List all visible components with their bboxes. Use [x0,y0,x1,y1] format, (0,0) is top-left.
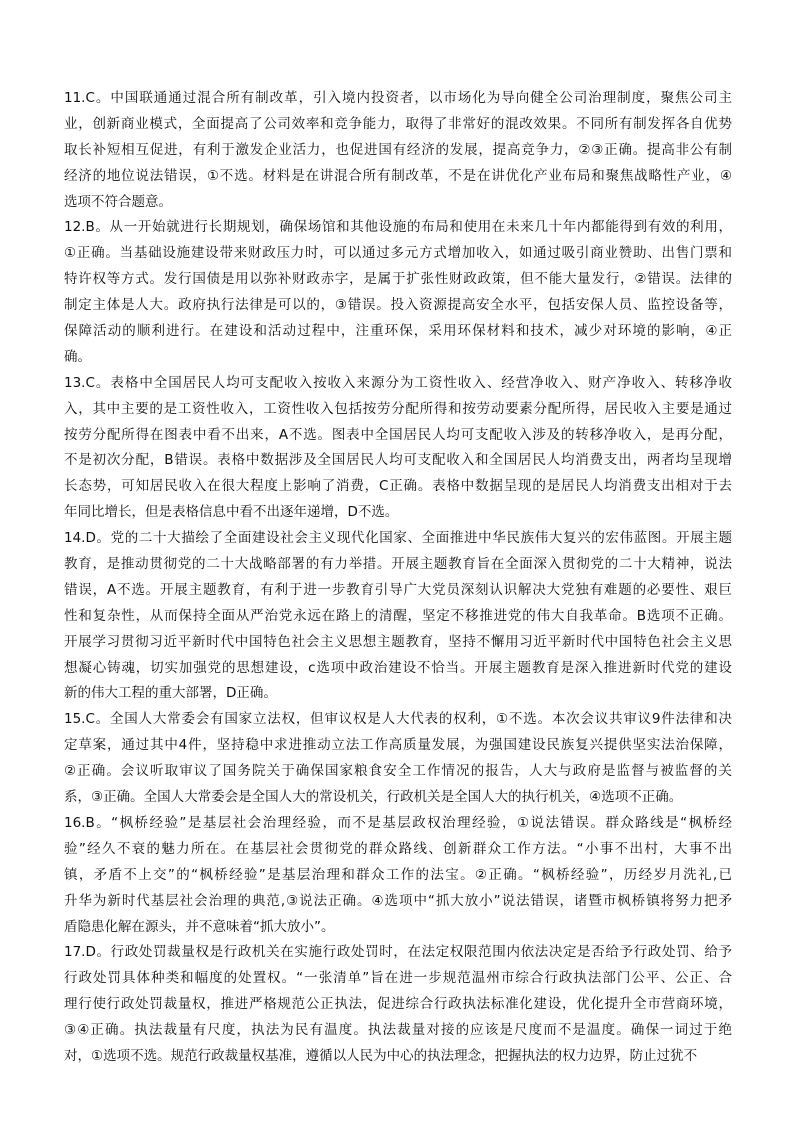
paragraph-line: 17.D。行政处罚裁量权是行政机关在实施行政处罚时，在法定权限范围内依法决定是否给予行政处罚、给予 [64,944,732,961]
paragraph-line: 保障活动的顺利进行。在建设和活动过程中，注重环保，采用环保材料和技术，减少对环境的影响，④正 [64,323,732,340]
paragraph-line: 经济的地位说法错误，①不选。材料是在讲混合所有制改革，不是在讲优化产业布局和聚焦战略性产业，④ [64,167,732,184]
paragraph-line: 镇，矛盾不上交”的“枫桥经验”是基层治理和群众工作的法宝。②正确。“枫桥经验”，历经岁月洗礼,已 [64,866,732,883]
paragraph-line: 特许权等方式。发行国债是用以弥补财政赤字，是属于扩张性财政政策，但不能大量发行，②错误。法律的 [64,271,732,288]
paragraph-line: 验”经久不衰的魅力所在。在基层社会贯彻党的群众路线、创新群众工作方法。“小事不出村，大事不出 [64,840,732,857]
paragraph-line: 14.D。党的二十大描绘了全面建设社会主义现代化国家、全面推进中华民族伟大复兴的宏伟蓝图。开展主题 [64,530,732,547]
paragraph-line: 新的伟大工程的重大部署，D正确。 [64,685,277,702]
paragraph-line: 年同比增长，但是表格信息中看不出逐年递增，D不选。 [64,504,399,521]
paragraph-line: 按劳分配所得在图表中看不出来，A不选。图表中全国居民人均可支配收入涉及的转移净收入，是再分配， [64,426,732,443]
answer-paragraph-q11 [64,86,732,215]
answer-paragraph-q16 [64,811,732,940]
paragraph-line: 理行使行政处罚裁量权，推进严格规范公正执法，促进综合行政执法标准化建设，优化提升全市营商环境， [64,996,732,1013]
paragraph-line: 想凝心铸魂，切实加强党的思想建设，c选项中政治建设不恰当。开展主题教育是深入推进新时代党的建设 [64,659,732,676]
answer-paragraph-q12 [64,215,732,370]
paragraph-line: 行政处罚具体种类和幅度的处置权。“一张清单”旨在进一步规范温州市综合行政执法部门公平、公正、合 [64,970,732,987]
paragraph-line: 业，创新商业模式，全面提高了公司效率和竞争能力，取得了非常好的混改效果。不同所有制发挥各自优势 [64,115,732,132]
paragraph-line: 系，③正确。全国人大常委会是全国人大的常设机关，行政机关是全国人大的执行机关，④选项不正确。 [64,789,683,806]
paragraph-line: ①正确。当基础设施建设带来财政压力时，可以通过多元方式增加收入，如通过吸引商业赞助、出售门票和 [64,245,732,262]
paragraph-line: 选项不符合题意。 [64,193,172,210]
answer-paragraph-q15 [64,707,732,811]
answer-paragraph-q17 [64,940,732,1069]
paragraph-line: 盾隐患化解在源头，并不意味着“抓大放小”。 [64,918,335,935]
paragraph-line: ②正确。会议听取审议了国务院关于确保国家粮食安全工作情况的报告，人大与政府是监督与被监督的关 [64,763,732,780]
paragraph-line: 制定主体是人大。政府执行法律是可以的，③错误。投入资源提高安全水平，包括安保人员、监控设备等， [64,297,732,314]
answer-paragraph-q13 [64,371,732,526]
paragraph-line: 长态势，可知居民收入在很大程度上影响了消费，C正确。表格中数据呈现的是居民人均消费支出相对于去 [64,478,732,495]
paragraph-line: 11.C。中国联通通过混合所有制改革，引入境内投资者，以市场化为导向健全公司治理制度，聚焦公司主 [64,90,732,106]
paragraph-line: 教育，是推动贯彻党的二十大战略部署的有力举措。开展主题教育旨在全面深入贯彻党的二十大精神，说法 [64,556,732,573]
paragraph-line: 13.C。表格中全国居民人均可支配收入按收入来源分为工资性收入、经营净收入、财产净收入、转移净收 [64,374,732,391]
paragraph-line: 开展学习贯彻习近平新时代中国特色社会主义思想主题教育，坚持不懈用习近平新时代中国特色社会主义思 [64,633,732,650]
paragraph-line: 取长补短相互促进，有利于激发企业活力，也促进国有经济的发展，提高竞争力，②③正确。提高非公有制 [64,141,732,158]
paragraph-line: 确。 [64,348,91,365]
paragraph-line: 性和复杂性，从而保持全面从严治党永远在路上的清醒，坚定不移推进党的伟大自我革命。B选项不正确。 [64,607,732,624]
paragraph-line: 错误，A不选。开展主题教育，有利于进一步教育引导广大党员深刻认识解决大党独有难题的必要性、艰巨 [64,581,732,598]
paragraph-line: 升华为新时代基层社会治理的典范,③说法正确。④选项中“抓大放小”说法错误，诸暨市枫桥镇将努力把矛 [64,892,732,909]
paragraph-line: ③④正确。执法裁量有尺度，执法为民有温度。执法裁量对接的应该是尺度而不是温度。确保一词过于绝 [64,1022,732,1039]
paragraph-line: 入，其中主要的是工资性收入，工资性收入包括按劳分配所得和按劳动要素分配所得，居民收入主要是通过 [64,400,732,417]
answer-explanations-page [64,86,732,1070]
paragraph-line: 15.C。全国人大常委会有国家立法权，但审议权是人大代表的权利，①不选。本次会议共审议9件法律和决 [64,711,732,728]
paragraph-line: 16.B。“枫桥经验”是基层社会治理经验，而不是基层政权治理经验，①说法错误。群众路线是“枫桥经 [64,814,732,831]
answer-paragraph-q14 [64,526,732,707]
paragraph-line: 定草案，通过其中4件，坚持稳中求进推动立法工作高质量发展，为强国建设民族复兴提供坚实法治保障， [64,737,732,754]
paragraph-line: 12.B。从一开始就进行长期规划，确保场馆和其他设施的布局和使用在未来几十年内都能得到有效的利用， [64,219,732,236]
paragraph-line: 对，①选项不选。规范行政裁量权基准，遵循以人民为中心的执法理念，把握执法的权力边界，防止过犹不 [64,1047,698,1064]
paragraph-line: 不是初次分配，B错误。表格中数据涉及全国居民人均可支配收入和全国居民人均消费支出，两者均呈现增 [64,452,732,469]
